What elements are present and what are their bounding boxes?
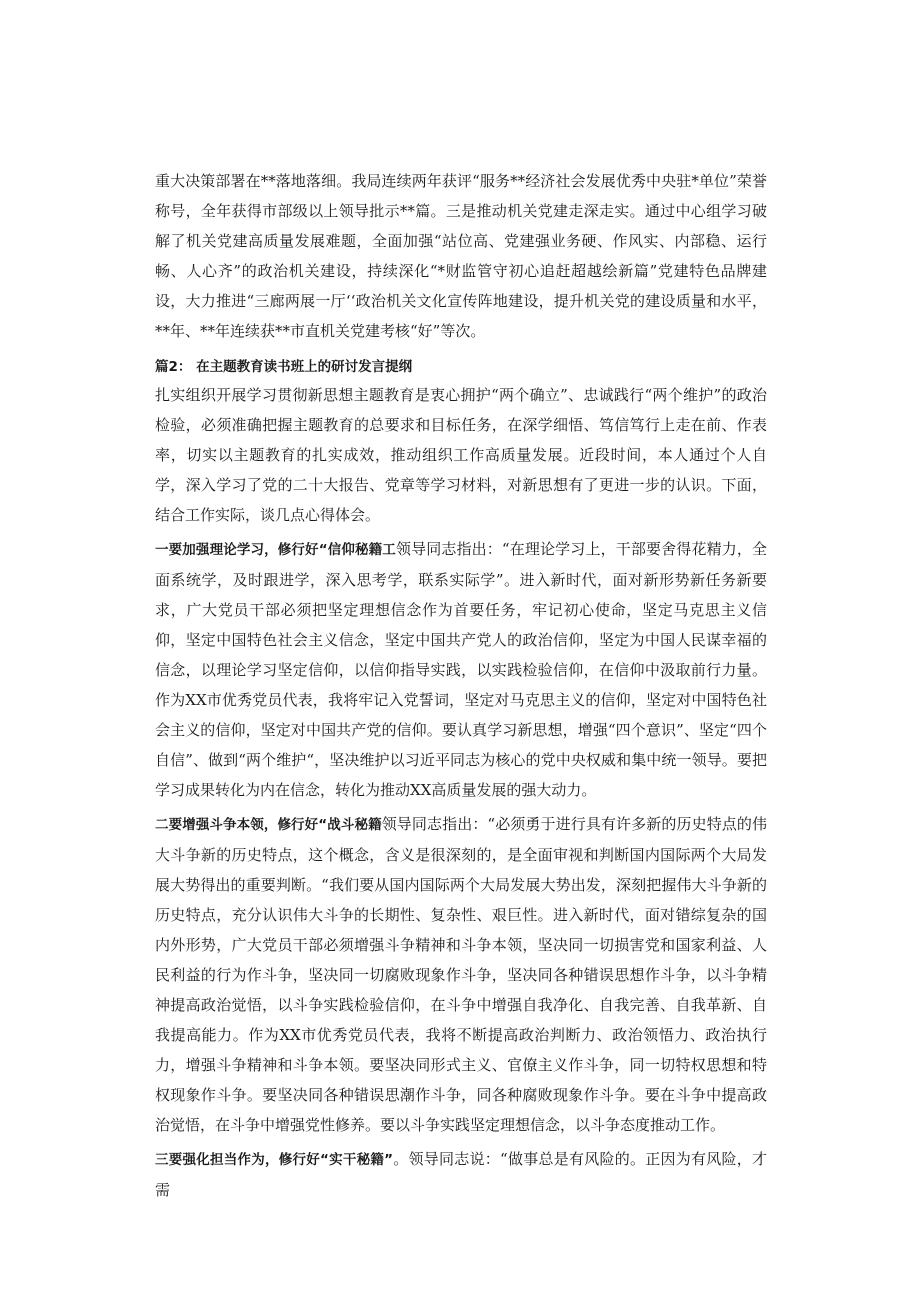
section-heading: 篇2： 在主题教育读书班上的研讨发言提纲 bbox=[155, 359, 413, 375]
intro-paragraph: 重大决策部署在**落地落细。我局连续两年获评“服务**经济社会发展优秀中央驻*单位”荣誉称号，全年获得市部级以上领导批示**篇。三是推动机关党建走深走实。通过中心组学习破解了机关党建高质量发展难题，全面加强“站位高、党建强业务硬、作风实、内部稳、运行畅、人心齐”的政治机关建设，持续深化“*财监管守初心追赶超越绘新篇”党建特色品牌建设，大力推进“三廊两展一厅‘‘政治机关文化宣传阵地建设，提升机关党的建设质量和水平，**年、**年连续获**市直机关党建考核“好”等次。 bbox=[155, 172, 767, 340]
point-2-lead: 二要增强斗争本领，修行好“战斗秘籍 bbox=[155, 817, 382, 833]
body-paragraph-1: 扎实组织开展学习贯彻新思想主题教育是衷心拥护“两个确立”、忠诚践行“两个维护”的政治检验，必须准确把握主题教育的总要求和目标任务，在深学细悟、笃信笃行上走在前、作表率，切实以主题教育的扎实成效，推动组织工作高质量发展。近段时间，本人通过个人自学，深入学习了党的二十大报告、党章等学习材料，对新思想有了更进一步的认识。下面，结合工作实际，谈几点心得体会。 bbox=[155, 386, 767, 524]
point-3-paragraph bbox=[155, 1144, 767, 1205]
point-3-body: 。领导同志说：“做事总是有风险的。正因为有风险，才需 bbox=[155, 1150, 767, 1199]
point-1-paragraph bbox=[155, 534, 767, 805]
point-1-body: 领导同志指出：“在理论学习上，干部要舍得花精力，全面系统学，及时跟进学，深入思考学，联系实际学”。进入新时代，面对新形势新任务新要求，广大党员干部必须把坚定理想信念作为首要任务，牢记初心使命，坚定马克思主义信仰，坚定中国特色社会主义信念，坚定中国共产党人的政治信仰，坚定为中国人民谋幸福的信念，以理论学习坚定信仰，以信仰指导实践，以实践检验信仰，在信仰中汲取前行力量。作为XX市优秀党员代表，我将牢记入党誓词，坚定对马克思主义的信仰，坚定对中国特色社会主义的信仰，坚定对中国共产党的信仰。要认真学习新思想，增强“四个意识”、坚定“四个自信”、做到“两个维护“，坚决维护以习近平同志为核心的党中央权威和集中统一领导。要把学习成果转化为内在信念，转化为推动XX高质量发展的强大动力。 bbox=[155, 540, 768, 799]
document-page bbox=[155, 166, 767, 1205]
point-3-lead: 三要强化担当作为，修行好“实干秘籍” bbox=[155, 1152, 394, 1168]
point-2-paragraph bbox=[155, 809, 767, 1140]
point-2-body: 领导同志指出：“必须勇于进行具有许多新的历史特点的伟大斗争新的历史特点，这个概念，含义是很深刻的，是全面审视和判断国内国际两个大局发展大势得出的重要判断。“我们要从国内国际两个大局发展大势出发，深刻把握伟大斗争新的历史特点，充分认识伟大斗争的长期性、复杂性、艰巨性。进入新时代，面对错综复杂的国内外形势，广大党员干部必须增强斗争精神和斗争本领，坚决同一切损害党和国家利益、人民利益的行为作斗争，坚决同一切腐败现象作斗争，坚决同各种错误思想作斗争，以斗争精神提高政治觉悟，以斗争实践检验信仰，在斗争中增强自我净化、自我完善、自我革新、自我提高能力。作为XX市优秀党员代表，我将不断提高政治判断力、政治领悟力、政治执行力，增强斗争精神和斗争本领。要坚决同形式主义、官僚主义作斗争，同一切特权思想和特权现象作斗争。要坚决同各种错误思潮作斗争，同各种腐败现象作斗争。要在斗争中提高政治觉悟，在斗争中增强党性修养。要以斗争实践坚定理想信念，以斗争态度推动工作。 bbox=[155, 815, 768, 1134]
point-1-lead: 一要加强理论学习，修行好“信仰秘籍工 bbox=[155, 542, 396, 558]
